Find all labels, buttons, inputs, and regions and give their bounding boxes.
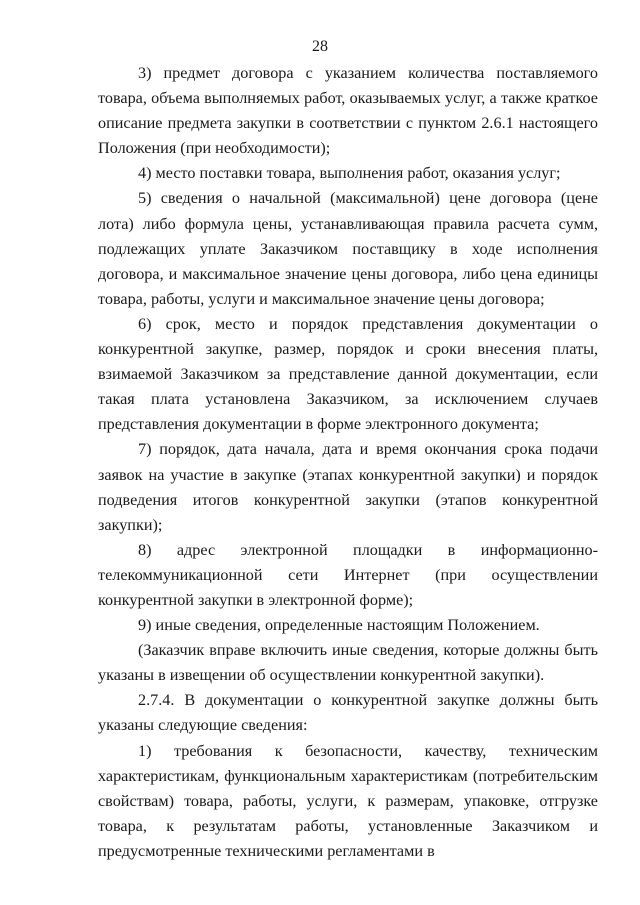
paragraph-requirements-1: 1) требования к безопасности, качеству, техническим характеристикам, функциональным характеристикам (потребительским свойствам) товара, работы, услуги, к размерам, упаковке, отгрузке товара, к результатам работы, установленные Заказчиком и предусмотренные техническими регламентами в bbox=[98, 741, 598, 860]
paragraph-item-7: 7) порядок, дата начала, дата и время окончания срока подачи заявок на участие в закупке (этапах конкурентной закупки) и порядок подведения итогов конкурентной закупки (этапов конкурентной закупки); bbox=[98, 440, 598, 534]
paragraph-item-9: 9) иные сведения, определенные настоящим Положением. bbox=[138, 616, 540, 635]
paragraph-item-5: 5) сведения о начальной (максимальной) цене договора (цене лота) либо формула цены, устанавливающая правила расчета сумм, подлежащих уплате Заказчиком поставщику в ходе исполнения договора, и максимальное значение цены договора, либо цена единицы товара, работы, услуги и максимальное значение цены договора; bbox=[98, 189, 598, 308]
paragraph-item-4: 4) место поставки товара, выполнения работ, оказания услуг; bbox=[138, 164, 561, 183]
paragraph-item-8: 8) адрес электронной площадки в информационно-телекоммуникационной сети Интернет (при осуществлении конкурентной закупки в электронной форме); bbox=[98, 540, 598, 609]
document-body bbox=[98, 61, 598, 864]
paragraph-section-2-7-4: 2.7.4. В документации о конкурентной закупке должны быть указаны следующие сведения: bbox=[98, 691, 598, 735]
paragraph-note: (Заказчик вправе включить иные сведения, которые должны быть указаны в извещении об осуществлении конкурентной закупки). bbox=[98, 641, 598, 685]
paragraph-item-3: 3) предмет договора с указанием количества поставляемого товара, объема выполняемых работ, оказываемых услуг, а также краткое описание предмета закупки в соответствии с пунктом 2.6.1 настоящего Положения (при необходимости); bbox=[98, 64, 598, 158]
page-number: 28 bbox=[312, 38, 328, 55]
paragraph-item-6: 6) срок, место и порядок представления документации о конкурентной закупке, размер, порядок и сроки внесения платы, взимаемой Заказчиком за представление данной документации, если такая плата установлена Заказчиком, за исключением случаев представления документации в форме электронного документа; bbox=[98, 314, 598, 434]
